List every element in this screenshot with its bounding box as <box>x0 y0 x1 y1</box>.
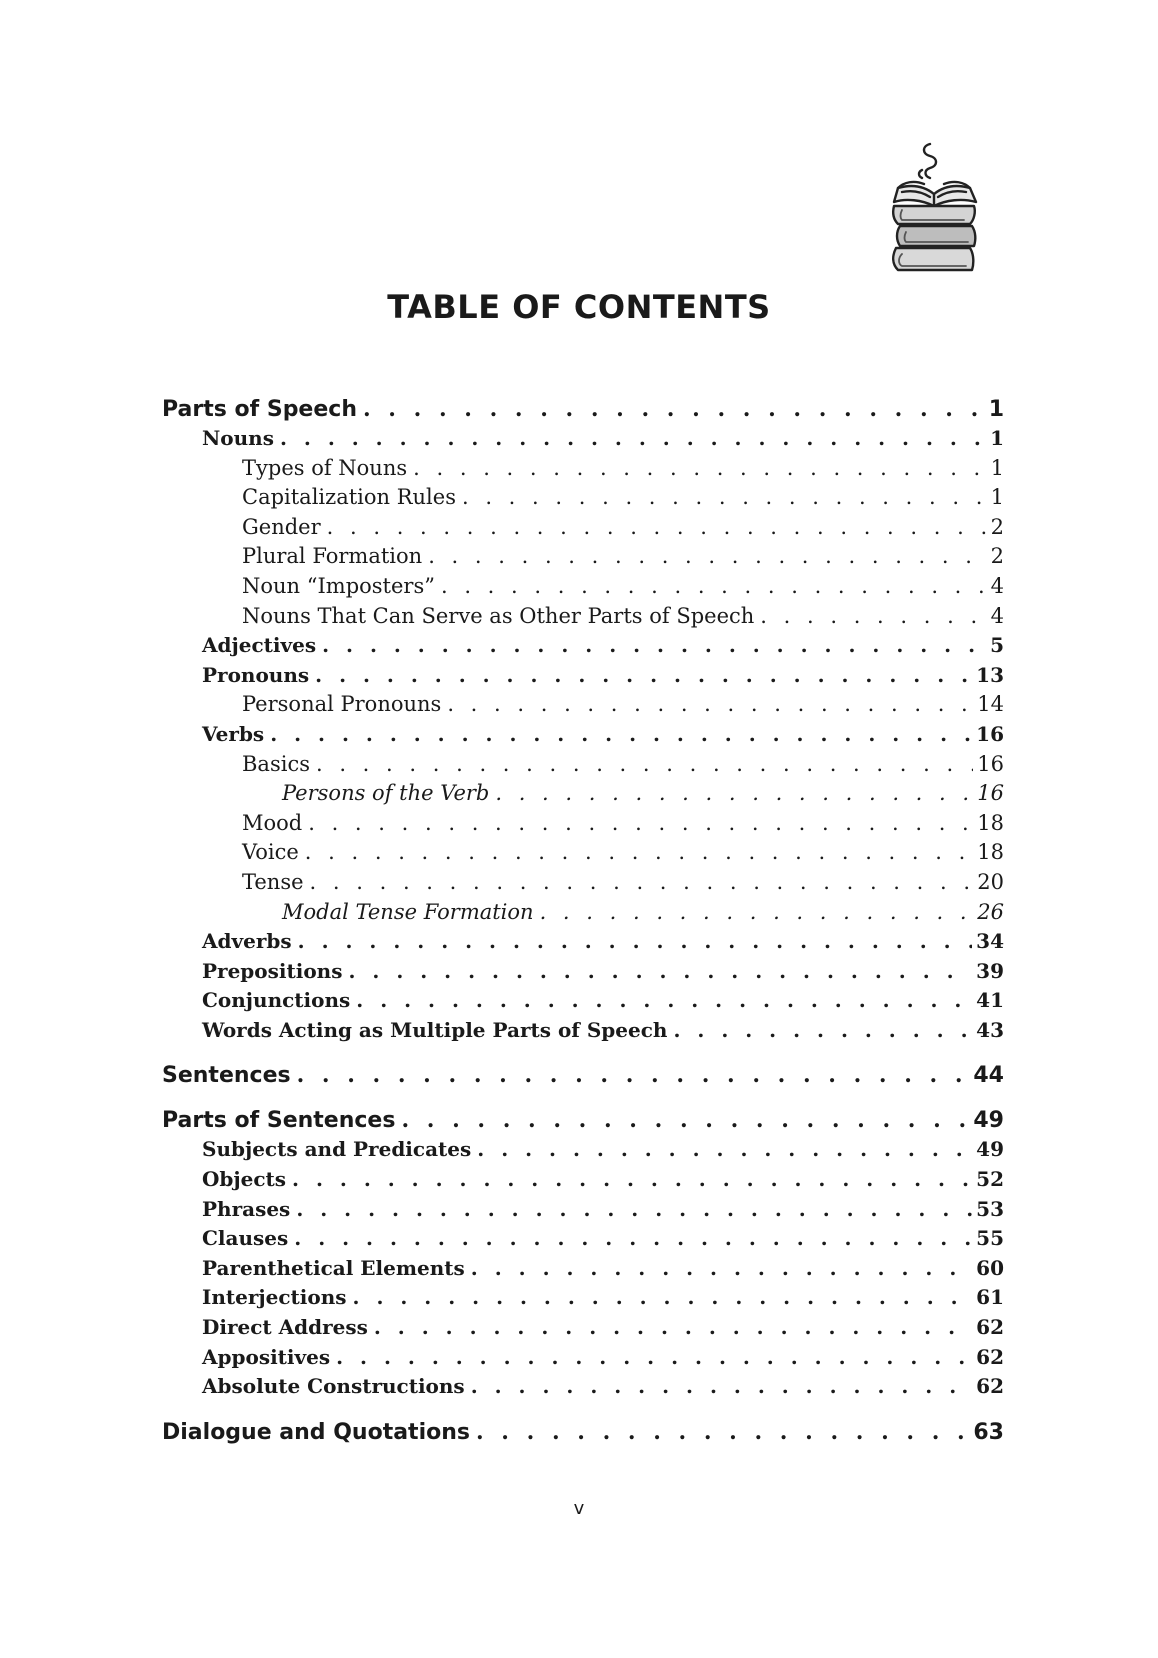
toc-entry-page: 26 <box>977 899 1004 924</box>
toc-entry-title: Phrases <box>202 1196 291 1221</box>
dot-leader <box>447 690 973 720</box>
toc-entry-page: 63 <box>973 1419 1004 1445</box>
toc-entry <box>162 1343 1004 1373</box>
dot-leader <box>356 986 972 1016</box>
dot-leader <box>363 394 985 424</box>
toc-entry-page: 5 <box>990 633 1004 658</box>
toc-entry-title: Voice <box>242 840 299 865</box>
table-of-contents <box>162 394 1004 1447</box>
toc-entry-page: 44 <box>973 1063 1004 1089</box>
toc-entry-title: Sentences <box>162 1063 291 1089</box>
toc-entry <box>162 1195 1004 1225</box>
toc-entry-title: Appositives <box>202 1344 331 1369</box>
toc-entry-page: 52 <box>976 1167 1004 1192</box>
toc-entry-title: Absolute Constructions <box>202 1374 465 1399</box>
dot-leader <box>292 1165 972 1195</box>
toc-entry-title: Parts of Speech <box>162 397 357 422</box>
dot-leader <box>298 927 973 957</box>
toc-entry-title: Capitalization Rules <box>242 485 456 510</box>
toc-entry <box>162 602 1004 632</box>
toc-entry <box>162 572 1004 602</box>
toc-entry-page: 62 <box>976 1374 1004 1399</box>
toc-entry-page: 2 <box>990 544 1004 569</box>
toc-entry-title: Verbs <box>202 721 265 746</box>
dot-leader <box>348 957 972 987</box>
toc-entry-title: Interjections <box>202 1285 347 1310</box>
toc-entry <box>162 483 1004 513</box>
dot-leader <box>322 631 986 661</box>
dot-leader <box>476 1417 969 1447</box>
toc-entry <box>162 957 1004 987</box>
toc-entry-page: 18 <box>977 810 1004 835</box>
dot-leader <box>540 898 974 928</box>
toc-entry <box>162 631 1004 661</box>
book-stack-icon <box>884 140 988 278</box>
toc-entry <box>162 838 1004 868</box>
page-title: TABLE OF CONTENTS <box>387 288 771 326</box>
dot-leader <box>471 1372 972 1402</box>
dot-leader <box>353 1283 973 1313</box>
toc-entry-page: 16 <box>977 781 1004 806</box>
dot-leader <box>441 572 987 602</box>
page-number: v <box>573 1498 585 1519</box>
toc-entry-page: 1 <box>990 455 1004 480</box>
dot-leader <box>495 779 973 809</box>
dot-leader <box>374 1313 972 1343</box>
toc-entry-page: 39 <box>976 958 1004 983</box>
dot-leader <box>401 1105 969 1135</box>
toc-entry <box>162 1016 1004 1046</box>
dot-leader <box>297 1060 970 1090</box>
toc-entry <box>162 809 1004 839</box>
toc-entry-title: Tense <box>242 869 304 894</box>
toc-entry-title: Nouns <box>202 426 274 450</box>
toc-entry-title: Parts of Sentences <box>162 1108 396 1134</box>
toc-entry-page: 1 <box>990 485 1004 510</box>
toc-entry-page: 4 <box>990 573 1004 598</box>
toc-entry <box>162 750 1004 780</box>
dot-leader <box>477 1135 972 1165</box>
toc-entry <box>162 1135 1004 1165</box>
toc-entry-title: Subjects and Predicates <box>202 1137 472 1162</box>
dot-leader <box>316 750 973 780</box>
toc-entry-page: 62 <box>976 1315 1004 1340</box>
toc-entry-page: 13 <box>976 662 1004 687</box>
toc-entry-page: 41 <box>976 988 1004 1013</box>
toc-entry <box>162 1105 1004 1135</box>
dot-leader <box>296 1195 972 1225</box>
toc-entry <box>162 1283 1004 1313</box>
dot-leader <box>280 424 986 454</box>
toc-entry-page: 1 <box>990 426 1004 450</box>
toc-entry-title: Words Acting as Multiple Parts of Speech <box>202 1017 668 1042</box>
toc-entry <box>162 1224 1004 1254</box>
toc-entry-title: Conjunctions <box>202 988 351 1013</box>
dot-leader <box>336 1343 972 1373</box>
toc-entry-page: 43 <box>976 1017 1004 1042</box>
toc-entry-title: Basics <box>242 751 310 776</box>
toc-entry-title: Modal Tense Formation <box>282 899 534 924</box>
toc-entry <box>162 986 1004 1016</box>
toc-entry-title: Nouns That Can Serve as Other Parts of Speech <box>242 603 755 628</box>
toc-entry-title: Plural Formation <box>242 544 423 569</box>
dot-leader <box>471 1254 972 1284</box>
toc-entry-page: 20 <box>977 869 1004 894</box>
toc-entry-page: 49 <box>973 1108 1004 1134</box>
toc-entry <box>162 779 1004 809</box>
toc-entry-title: Parenthetical Elements <box>202 1255 465 1280</box>
toc-entry <box>162 1417 1004 1447</box>
toc-entry <box>162 1060 1004 1090</box>
toc-entry-title: Gender <box>242 514 321 539</box>
toc-entry-page: 1 <box>988 397 1004 422</box>
toc-entry-page: 16 <box>976 721 1004 746</box>
toc-entry <box>162 898 1004 928</box>
dot-leader <box>413 454 986 484</box>
toc-entry-title: Mood <box>242 810 303 835</box>
dot-leader <box>305 838 973 868</box>
dot-leader <box>270 720 972 750</box>
dot-leader <box>760 602 986 632</box>
toc-entry <box>162 1313 1004 1343</box>
toc-entry <box>162 690 1004 720</box>
dot-leader <box>310 868 974 898</box>
toc-entry-title: Types of Nouns <box>242 455 408 480</box>
toc-entry-title: Adjectives <box>202 633 317 658</box>
toc-entry-page: 14 <box>977 692 1004 717</box>
toc-entry-page: 4 <box>990 603 1004 628</box>
dot-leader <box>315 661 972 691</box>
toc-entry-title: Adverbs <box>202 929 292 954</box>
toc-entry <box>162 1372 1004 1402</box>
toc-entry <box>162 1254 1004 1284</box>
toc-entry-title: Personal Pronouns <box>242 692 442 717</box>
toc-entry-page: 2 <box>990 514 1004 539</box>
dot-leader <box>308 809 973 839</box>
toc-entry-title: Clauses <box>202 1226 289 1251</box>
toc-entry <box>162 424 1004 454</box>
dot-leader <box>462 483 987 513</box>
toc-entry <box>162 542 1004 572</box>
toc-entry <box>162 927 1004 957</box>
toc-entry-page: 55 <box>976 1226 1004 1251</box>
toc-entry-page: 49 <box>976 1137 1004 1162</box>
toc-entry-page: 62 <box>976 1344 1004 1369</box>
toc-entry-title: Pronouns <box>202 662 310 687</box>
toc-entry <box>162 720 1004 750</box>
toc-entry-title: Noun “Imposters” <box>242 573 435 598</box>
dot-leader <box>327 513 987 543</box>
toc-entry <box>162 394 1004 424</box>
toc-entry <box>162 661 1004 691</box>
toc-entry-title: Persons of the Verb <box>282 781 490 806</box>
toc-entry <box>162 513 1004 543</box>
toc-entry-title: Objects <box>202 1167 287 1192</box>
toc-entry-page: 18 <box>977 840 1004 865</box>
toc-entry <box>162 868 1004 898</box>
toc-entry-title: Direct Address <box>202 1315 368 1340</box>
toc-entry-page: 16 <box>977 751 1004 776</box>
toc-entry <box>162 454 1004 484</box>
toc-entry-title: Prepositions <box>202 958 343 983</box>
toc-entry-page: 60 <box>976 1255 1004 1280</box>
toc-entry-page: 61 <box>976 1285 1004 1310</box>
toc-entry-page: 34 <box>976 929 1004 954</box>
dot-leader <box>428 542 986 572</box>
dot-leader <box>673 1016 972 1046</box>
toc-entry-page: 53 <box>976 1196 1004 1221</box>
toc-entry-title: Dialogue and Quotations <box>162 1419 470 1445</box>
dot-leader <box>294 1224 972 1254</box>
toc-entry <box>162 1165 1004 1195</box>
